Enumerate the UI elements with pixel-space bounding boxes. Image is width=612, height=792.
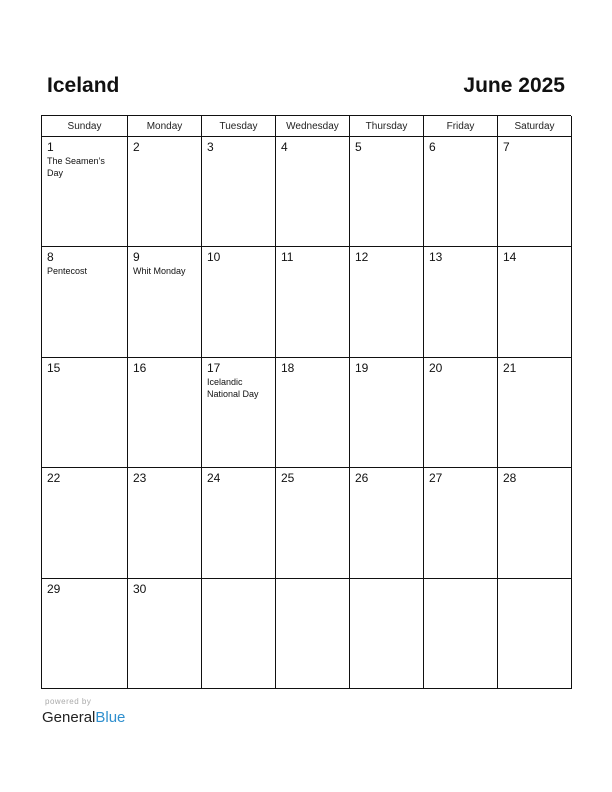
- day-cell: [424, 137, 498, 247]
- weekday-header-sunday: Sunday: [42, 116, 128, 137]
- day-cell-empty: [350, 579, 424, 689]
- day-cell: [128, 247, 202, 357]
- day-cell: [202, 358, 276, 468]
- day-cell: [350, 137, 424, 247]
- day-number: 21: [503, 360, 517, 375]
- day-number: 1: [47, 140, 54, 154]
- day-cell: [350, 247, 424, 357]
- holiday-label: Icelandic National Day: [207, 376, 259, 399]
- day-cell: [42, 247, 128, 357]
- day-cell: [42, 358, 128, 468]
- day-cell: [202, 247, 276, 357]
- day-number: 6: [429, 140, 436, 154]
- day-number: 10: [207, 250, 221, 265]
- day-cell: [276, 247, 350, 357]
- day-cell: [42, 579, 128, 689]
- day-number: 9: [133, 250, 140, 265]
- day-cell: [498, 137, 572, 247]
- day-cell: [350, 358, 424, 468]
- weekday-header-friday: Friday: [424, 116, 498, 137]
- day-cell: [276, 137, 350, 247]
- day-number: 17: [207, 360, 221, 375]
- day-cell: [424, 358, 498, 468]
- day-number: 3: [207, 140, 214, 154]
- day-cell: [424, 468, 498, 578]
- powered-by-footer: [42, 697, 202, 731]
- day-number: 28: [503, 471, 517, 486]
- generalblue-logo[interactable]: [42, 708, 202, 728]
- day-cell: [498, 358, 572, 468]
- day-cell: [128, 579, 202, 689]
- weekday-header-wednesday: Wednesday: [276, 116, 350, 137]
- day-cell: [202, 468, 276, 578]
- day-number: 20: [429, 360, 443, 375]
- day-number: 15: [47, 360, 61, 375]
- day-number: 12: [355, 250, 369, 265]
- day-number: 8: [47, 250, 54, 265]
- month-calendar-grid: [41, 115, 571, 689]
- day-cell: [498, 468, 572, 578]
- day-number: 25: [281, 471, 295, 486]
- day-number: 11: [281, 250, 294, 265]
- day-number: 26: [355, 471, 369, 486]
- day-number: 4: [281, 140, 288, 154]
- day-number: 5: [355, 140, 362, 154]
- weekday-header-thursday: Thursday: [350, 116, 424, 137]
- brand-blue-text: Blue: [95, 709, 126, 726]
- day-cell: [128, 137, 202, 247]
- weekday-header-monday: Monday: [128, 116, 202, 137]
- powered-by-text: powered by: [45, 697, 92, 706]
- day-cell: [42, 137, 128, 247]
- day-number: 29: [47, 581, 61, 596]
- day-number: 13: [429, 250, 443, 265]
- day-cell-empty: [276, 579, 350, 689]
- day-cell: [498, 247, 572, 357]
- country-title: Iceland: [47, 73, 120, 97]
- day-cell: [276, 358, 350, 468]
- day-number: 14: [503, 250, 517, 265]
- day-number: 18: [281, 360, 295, 375]
- day-cell-empty: [498, 579, 572, 689]
- day-number: 2: [133, 140, 140, 154]
- day-number: 22: [47, 471, 61, 486]
- day-number: 24: [207, 471, 221, 486]
- day-cell: [128, 358, 202, 468]
- day-cell-empty: [202, 579, 276, 689]
- weekday-header-tuesday: Tuesday: [202, 116, 276, 137]
- day-cell: [128, 468, 202, 578]
- holiday-label: The Seamen’s Day: [47, 156, 105, 178]
- day-cell: [42, 468, 128, 578]
- brand-general-text: General: [42, 709, 96, 726]
- day-number: 19: [355, 360, 369, 375]
- calendar-header: [47, 70, 565, 100]
- day-cell-empty: [424, 579, 498, 689]
- day-number: 30: [133, 581, 147, 596]
- holiday-label: Pentecost: [47, 266, 88, 277]
- holiday-label: Whit Monday: [133, 266, 186, 277]
- day-cell: [350, 468, 424, 578]
- day-number: 23: [133, 471, 147, 486]
- weekday-header-saturday: Saturday: [498, 116, 572, 137]
- day-cell: [424, 247, 498, 357]
- day-number: 27: [429, 471, 443, 486]
- day-number: 7: [503, 140, 510, 154]
- day-cell: [276, 468, 350, 578]
- day-number: 16: [133, 360, 147, 375]
- day-cell: [202, 137, 276, 247]
- month-year-title: June 2025: [463, 73, 565, 97]
